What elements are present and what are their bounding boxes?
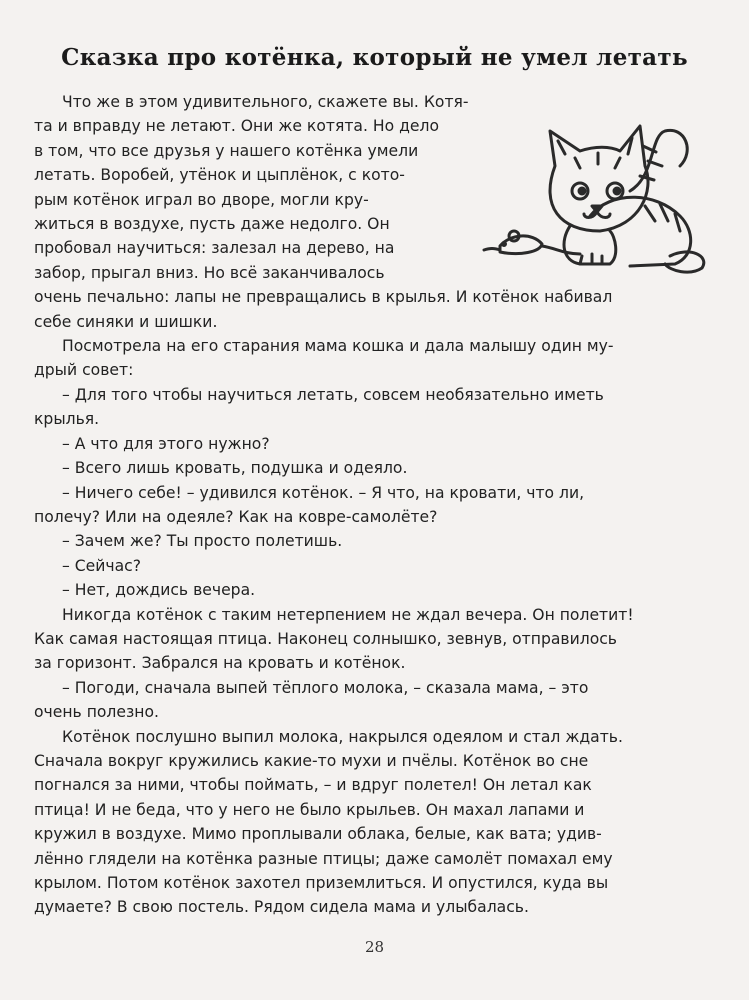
text-line: – Сейчас? xyxy=(62,556,141,575)
text-line: Никогда котёнок с таким нетерпением не ждал вечера. Он полетит! xyxy=(62,605,634,624)
text-line: полечу? Или на одеяле? Как на ковре-самолёте? xyxy=(34,507,438,526)
dialogue-line xyxy=(34,578,724,602)
text-line: кружил в воздухе. Мимо проплывали облака, белые, как вата; удив- xyxy=(34,825,602,844)
text-line: – А что для этого нужно? xyxy=(62,434,270,453)
text-line: – Зачем же? Ты просто полетишь. xyxy=(62,532,343,551)
text-line: та и вправду не летают. Они же котята. Но дело xyxy=(34,117,439,136)
text-line: за горизонт. Забрался на кровать и котёнок. xyxy=(34,654,406,673)
text-line: – Всего лишь кровать, подушка и одеяло. xyxy=(62,459,408,478)
text-line: крылом. Потом котёнок захотел приземлиться. И опустился, куда вы xyxy=(34,874,609,892)
text-line: Что же в этом удивительного, скажете вы. Котя- xyxy=(62,93,469,111)
text-line: птица! И не беда, что у него не было крыльев. Он махал лапами и xyxy=(34,800,585,819)
text-line: рым котёнок играл во дворе, могли кру- xyxy=(34,190,369,209)
text-line: в том, что все друзья у нашего котёнка умели xyxy=(34,141,419,160)
paragraph-advice xyxy=(34,334,724,383)
dialogue-line xyxy=(34,481,724,530)
text-line: забор, прыгал вниз. Но всё заканчивалось xyxy=(34,263,385,282)
text-line: Как самая настоящая птица. Наконец солнышко, зевнув, отправилось xyxy=(34,629,617,648)
dialogue-line xyxy=(34,554,724,578)
text-line: летать. Воробей, утёнок и цыплёнок, с кото- xyxy=(34,166,405,185)
dialogue-line xyxy=(34,676,724,725)
dialogue-line xyxy=(34,529,724,553)
text-line: – Ничего себе! – удивился котёнок. – Я что, на кровати, что ли, xyxy=(62,483,585,502)
story-title: Сказка про котёнка, который не умел летать xyxy=(61,44,688,71)
dialogue-line xyxy=(34,456,724,480)
text-line: думаете? В свою постель. Рядом сидела мама и улыбалась. xyxy=(34,898,529,917)
text-line: – Для того чтобы научиться летать, совсем необязательно иметь xyxy=(62,385,604,404)
text-line: – Нет, дождись вечера. xyxy=(62,581,256,600)
paragraph-flight xyxy=(34,725,724,920)
dialogue-line xyxy=(34,432,724,456)
text-line: житься в воздухе, пусть даже недолго. Он xyxy=(34,215,390,234)
page-number: 28 xyxy=(364,938,385,956)
text-line: погнался за ними, чтобы поймать, – и вдруг полетел! Он летал как xyxy=(34,776,592,795)
text-line: Сначала вокруг кружились какие-то мухи и пчёлы. Котёнок во сне xyxy=(34,751,589,770)
text-line: пробовал научиться: залезал на дерево, на xyxy=(34,239,395,258)
text-line: очень печально: лапы не превращались в крылья. И котёнок набивал xyxy=(34,288,613,307)
dialogue-line xyxy=(34,383,724,432)
paragraph-evening xyxy=(34,603,724,676)
text-line: дрый совет: xyxy=(34,361,134,380)
text-line: себе синяки и шишки. xyxy=(34,312,218,331)
text-line: Посмотрела на его старания мама кошка и дала малышу один му- xyxy=(62,337,614,356)
text-line: – Погоди, сначала выпей тёплого молока, – сказала мама, – это xyxy=(62,678,589,697)
text-line: Котёнок послушно выпил молока, накрылся одеялом и стал ждать. xyxy=(62,727,623,746)
text-line: очень полезно. xyxy=(34,703,159,722)
text-line: лённо глядели на котёнка разные птицы; даже самолёт помахал ему xyxy=(34,849,613,868)
story-text xyxy=(34,90,724,920)
intro-paragraph xyxy=(34,90,724,334)
text-line: крылья. xyxy=(34,410,100,429)
